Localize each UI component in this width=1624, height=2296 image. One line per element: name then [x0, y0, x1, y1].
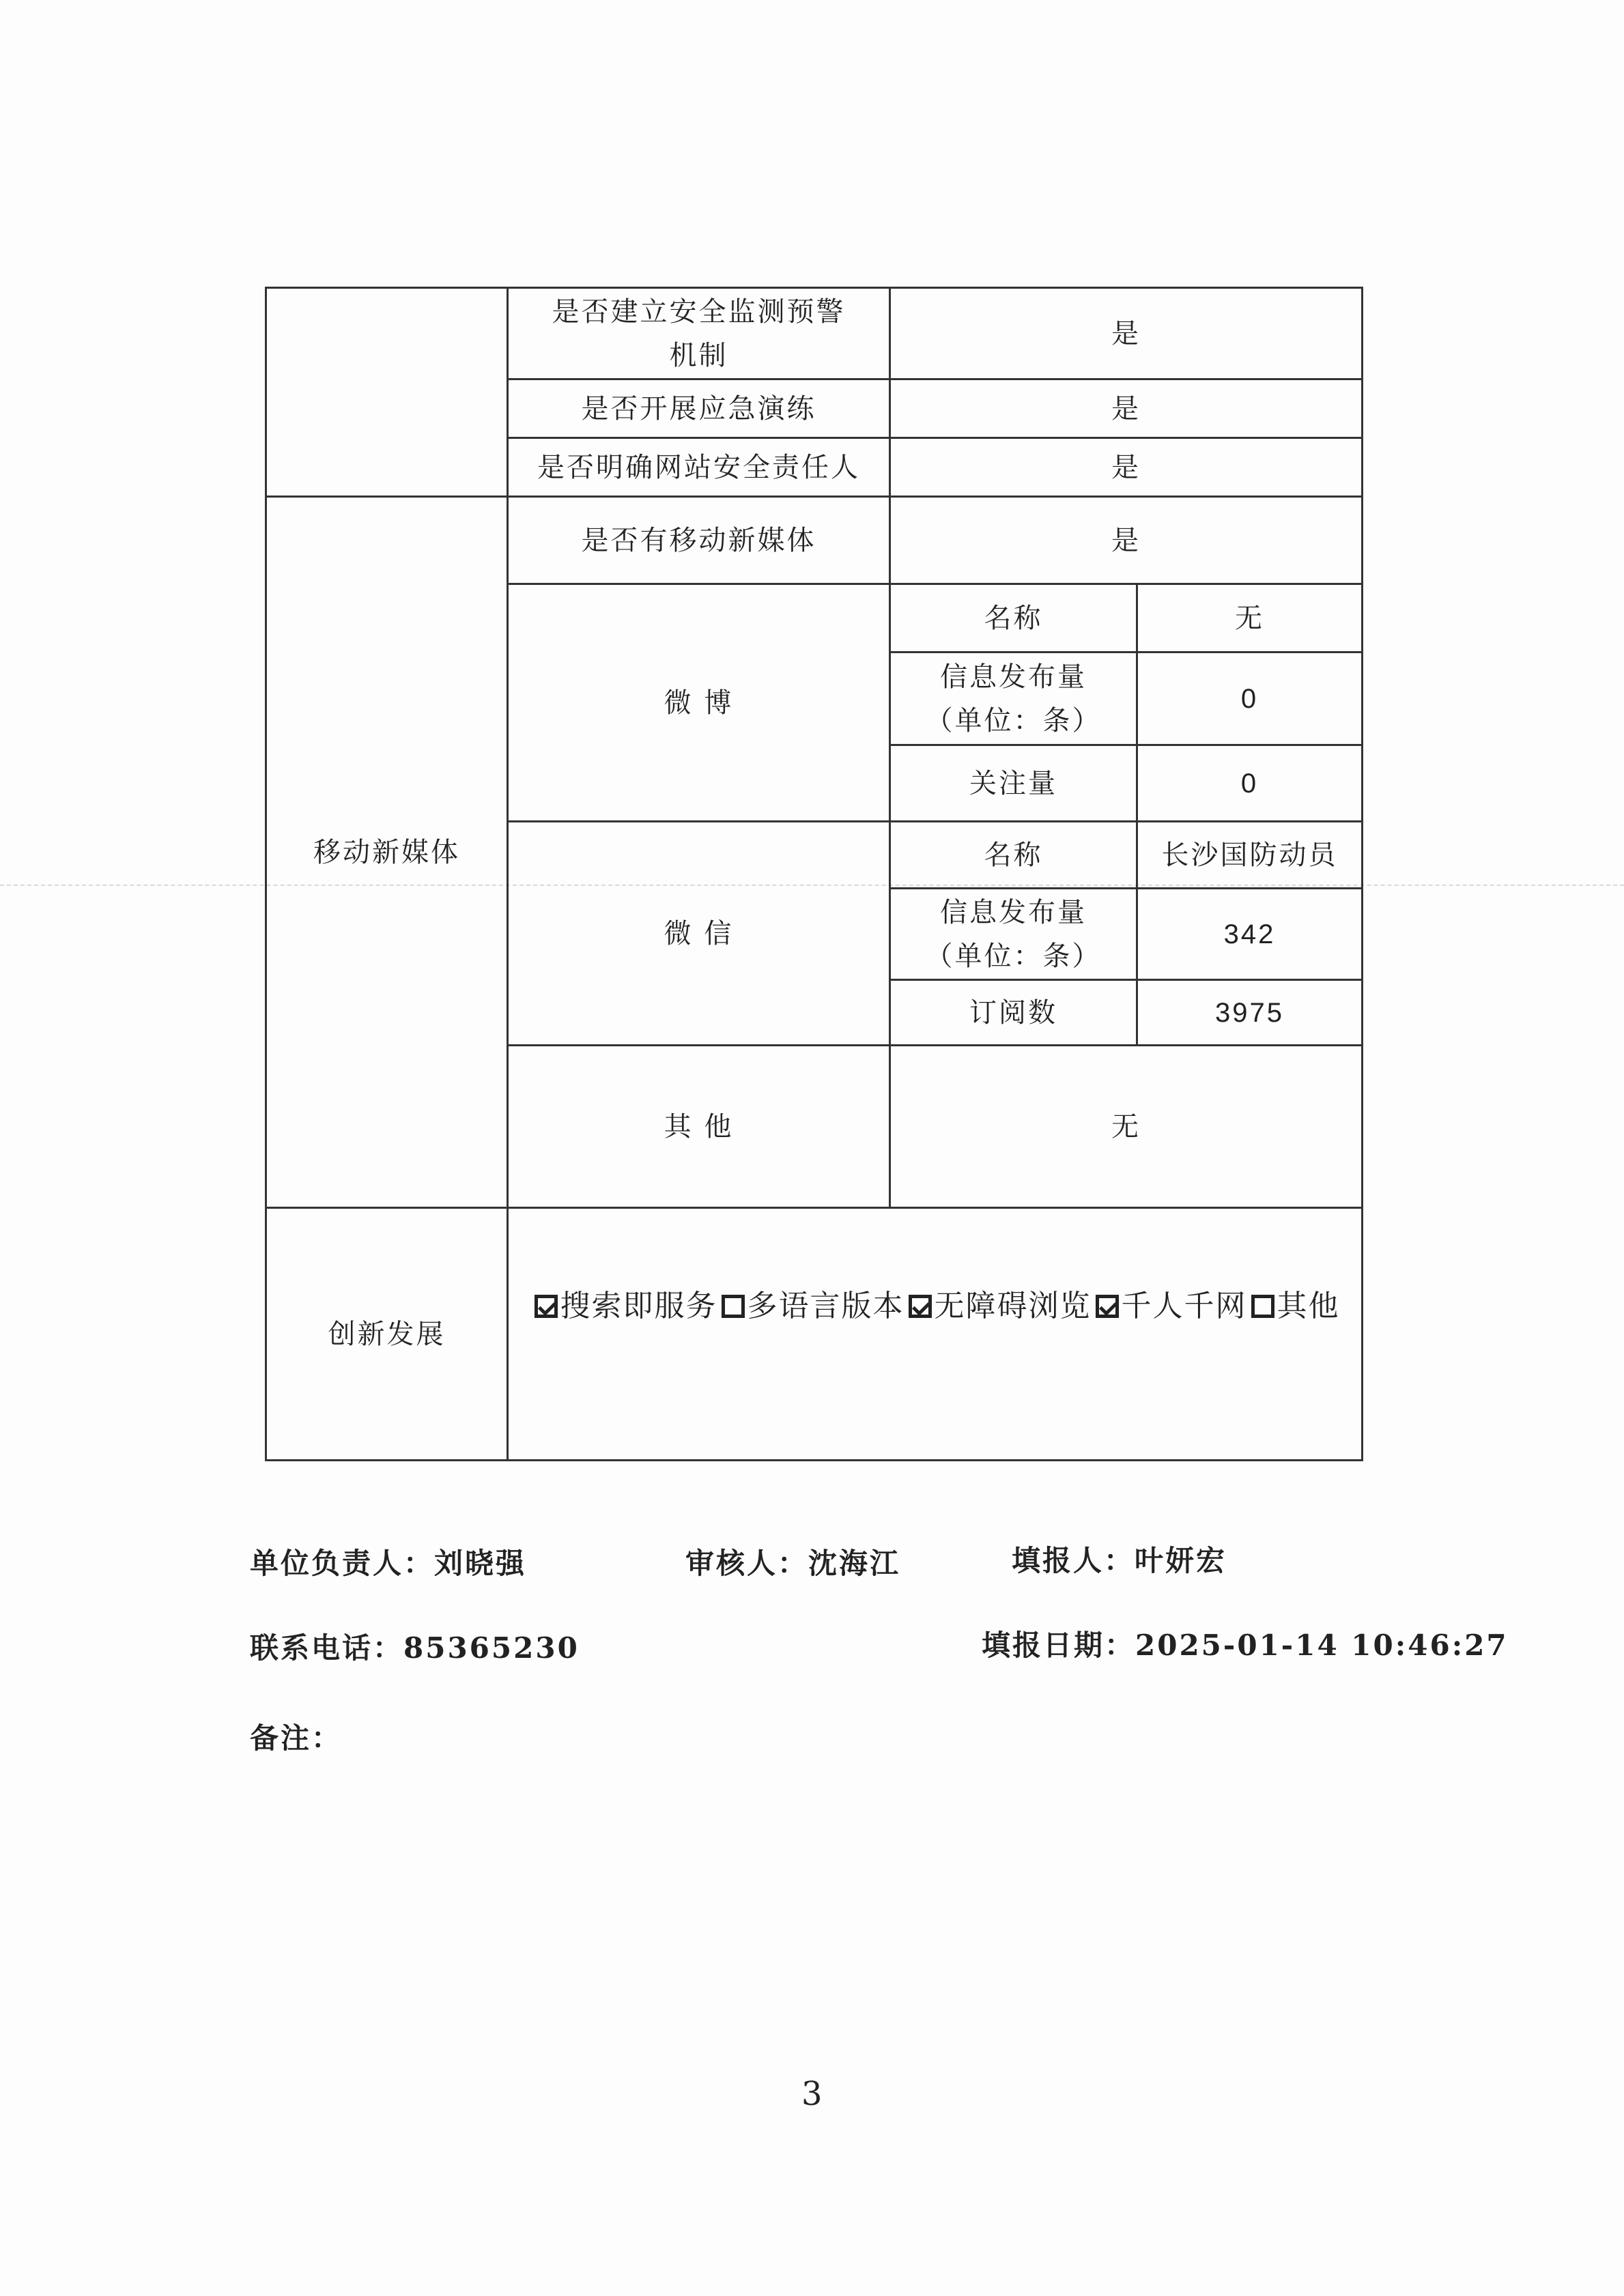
row-has-new-media [266, 497, 1363, 584]
responsible-label: 是否明确网站安全责任人 [508, 438, 890, 497]
weibo-follow-value: 0 [1137, 745, 1363, 822]
leader-line [250, 1541, 526, 1582]
phone-line [250, 1626, 580, 1667]
option-other: 其他 [1277, 1289, 1340, 1323]
checkbox-checked-icon[interactable] [909, 1295, 932, 1318]
security-section-cell [266, 288, 508, 497]
leader-label: 单位负责人： [250, 1547, 435, 1580]
checkbox-checked-icon[interactable] [535, 1295, 558, 1318]
monitoring-label: 是否建立安全监测预警机制 [508, 288, 890, 379]
option-personalized: 千人千网 [1121, 1289, 1247, 1323]
innovation-options [530, 1285, 1340, 1328]
wechat-subs-label: 订阅数 [890, 980, 1137, 1046]
report-table [265, 287, 1363, 1461]
weibo-label: 微 博 [508, 584, 890, 822]
wechat-posts-value: 342 [1137, 889, 1363, 980]
filler-label: 填报人： [1012, 1544, 1135, 1577]
option-multilingual: 多语言版本 [747, 1289, 904, 1323]
checkbox-checked-icon[interactable] [1096, 1295, 1119, 1318]
wechat-name-label: 名称 [890, 822, 1137, 889]
option-search-as-service: 搜索即服务 [560, 1289, 717, 1323]
weibo-name-label: 名称 [890, 584, 1137, 652]
phone-label: 联系电话： [250, 1631, 404, 1665]
row-innovation [266, 1208, 1363, 1461]
has-new-media-label: 是否有移动新媒体 [508, 497, 890, 584]
remark-label: 备注： [250, 1721, 343, 1755]
date-label: 填报日期： [982, 1628, 1136, 1662]
weibo-posts-value: 0 [1137, 652, 1363, 745]
responsible-value: 是 [890, 438, 1363, 497]
other-media-label: 其 他 [508, 1046, 890, 1208]
weibo-posts-label: 信息发布量（单位：条） [890, 652, 1137, 745]
wechat-name-value: 长沙国防动员 [1137, 822, 1363, 889]
phone-value: 85365230 [403, 1631, 580, 1665]
drill-label: 是否开展应急演练 [508, 379, 890, 438]
wechat-label: 微 信 [508, 822, 890, 1046]
monitoring-value: 是 [890, 288, 1363, 379]
new-media-section-label: 移动新媒体 [266, 497, 508, 1208]
reviewer-value: 沈海江 [808, 1547, 901, 1580]
filler-value: 叶妍宏 [1135, 1544, 1227, 1577]
date-value: 2025-01-14 10:46:27 [1135, 1628, 1509, 1662]
date-line [982, 1623, 1509, 1664]
checkbox-empty-icon[interactable] [1251, 1295, 1274, 1318]
innovation-options-cell [508, 1208, 1363, 1461]
remark-line [250, 1716, 342, 1757]
drill-value: 是 [890, 379, 1363, 438]
innovation-section-label: 创新发展 [266, 1208, 508, 1461]
filler-line [1012, 1538, 1227, 1579]
row-monitoring [266, 288, 1363, 379]
other-media-value: 无 [890, 1046, 1363, 1208]
weibo-name-value: 无 [1137, 584, 1363, 652]
reviewer-line [685, 1541, 900, 1582]
page-number: 3 [801, 2075, 823, 2113]
wechat-posts-label: 信息发布量（单位：条） [890, 889, 1137, 980]
reviewer-label: 审核人： [685, 1547, 809, 1580]
wechat-subs-value: 3975 [1137, 980, 1363, 1046]
checkbox-empty-icon[interactable] [722, 1295, 745, 1318]
leader-value: 刘晓强 [434, 1547, 527, 1580]
has-new-media-value: 是 [890, 497, 1363, 584]
weibo-follow-label: 关注量 [890, 745, 1137, 822]
option-accessibility: 无障碍浏览 [934, 1289, 1092, 1323]
